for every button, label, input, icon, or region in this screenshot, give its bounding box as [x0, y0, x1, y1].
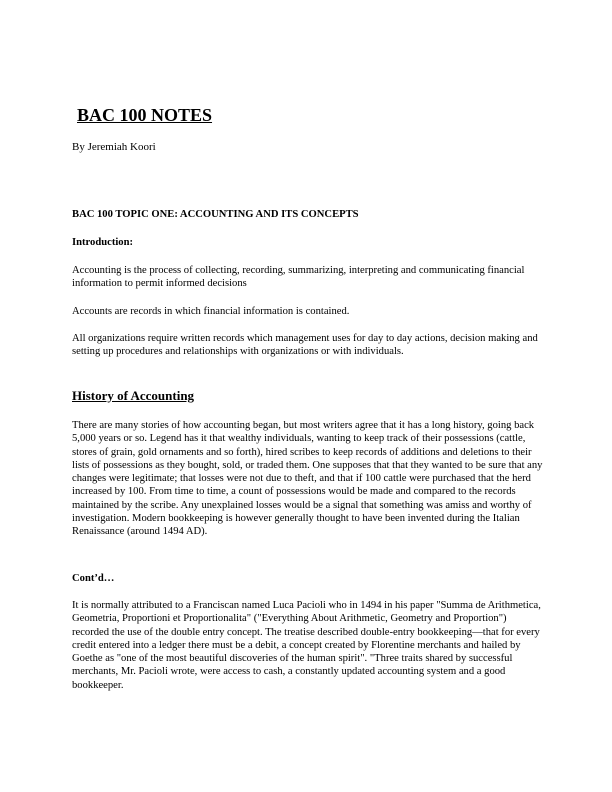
introduction-heading: Introduction: — [72, 237, 134, 248]
contd-paragraph: It is normally attributed to a Franciscan named Luca Pacioli who in 1494 in his paper "Summa de Arithmetica, Geometria, Proportioni et Proportionalita" ("Everything About Arithmetic, Geometry and Proportion") recorded the use of the double entry concept. The treatise described double-entry bookkeeping—that for every credit entered into a ledger there must be a debit, a concept created by Florentine merchants and hailed by Goethe as "one of the most beautiful discoveries of the human spirit". "Three traits shared by successful merchants, Mr. Pacioli wrote, were access to cash, a constantly updated accounting system and a good bookkeeper. — [72, 600, 541, 691]
introduction-paragraph-2: Accounts are records in which financial information is contained. — [72, 306, 350, 317]
history-heading: History of Accounting — [72, 388, 195, 403]
document-title: BAC 100 NOTES — [77, 105, 213, 125]
introduction-paragraph-1: Accounting is the process of collecting, recording, summarizing, interpreting and communicating financial information to permit informed decisions — [72, 265, 525, 290]
contd-heading: Cont’d… — [72, 573, 115, 584]
history-paragraph: There are many stories of how accounting began, but most writers agree that it has a long history, going back 5,000 years or so. Legend has it that wealthy individuals, wanting to keep track of their possessions (cattle, stores of grain, gold ornaments and so forth), hired scribes to keep records of additions and deletions to their lists of possessions as they bought, sold, or traded them. One supposes that that they wanted to be sure that any changes were legitimate; that losses were not due to theft, and that if 100 cattle were purchased that the herd increased by 100. From time to time, a count of possessions would be made and compared to the records maintained by the scribe. Any unexplained losses would be a signal that something was amiss and worthy of investigation. Modern bookkeeping is however generally thought to have been invented during the Italian Renaissance (around 1494 AD). — [72, 420, 543, 538]
author-line: By Jeremiah Koori — [72, 141, 156, 153]
introduction-paragraph-3: All organizations require written records which management uses for day to day actions, decision making and setting up procedures and relationships with organizations or with individuals. — [72, 333, 538, 358]
topic-heading: BAC 100 TOPIC ONE: ACCOUNTING AND ITS CONCEPTS — [72, 209, 359, 220]
